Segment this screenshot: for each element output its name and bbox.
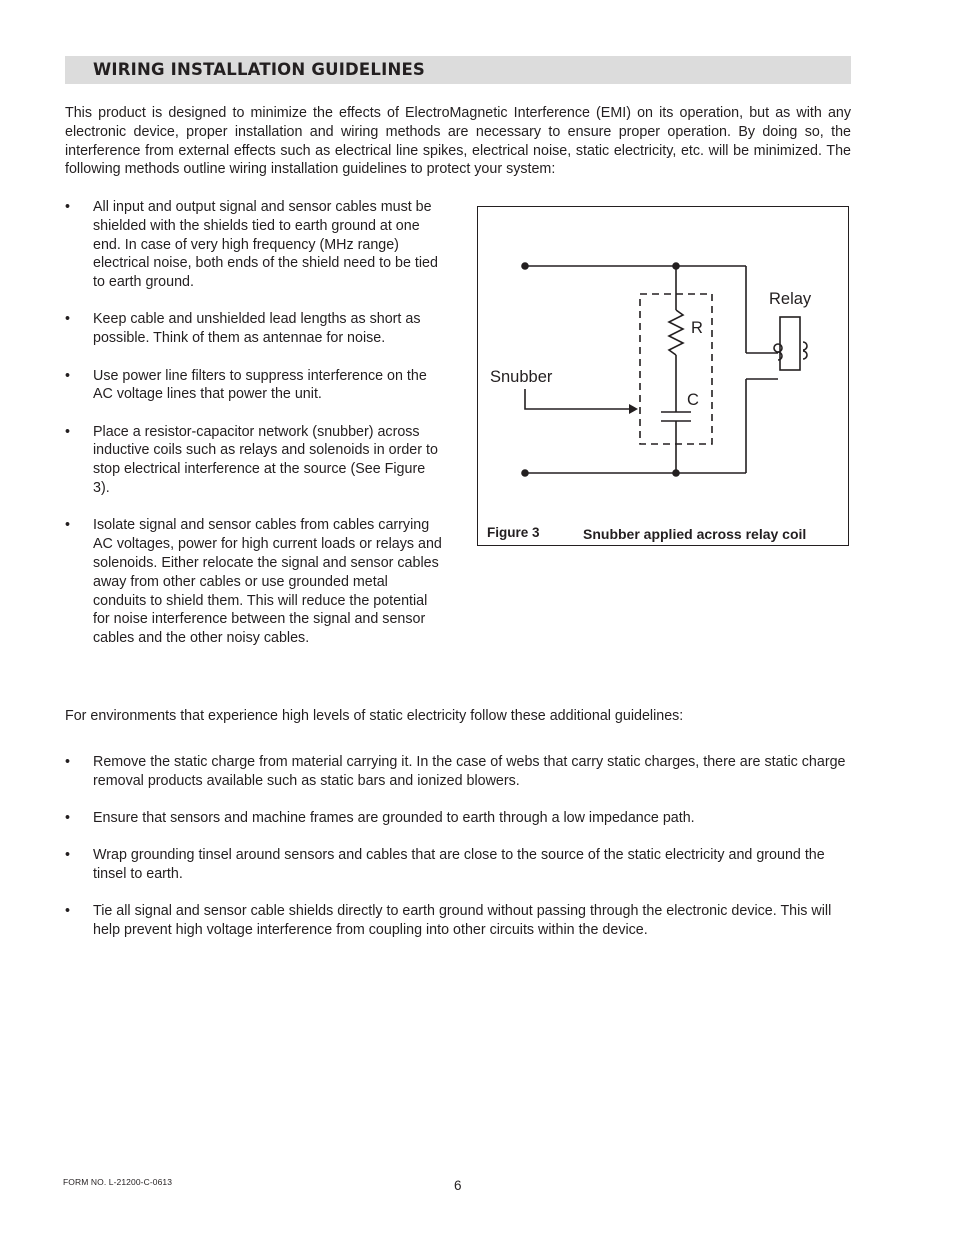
list-item-text: Wrap grounding tinsel around sensors and cables that are close to the source of the static electricity and ground the tinsel to earth. — [93, 847, 825, 883]
wiring-guidelines-list — [65, 198, 445, 666]
list-item — [65, 198, 445, 292]
terminal-bottom-dot — [521, 469, 529, 477]
bullet-icon: • — [65, 517, 71, 534]
bullet-icon: • — [65, 367, 71, 384]
static-intro-paragraph: For environments that experience high levels of static electricity follow these additional guidelines: — [65, 708, 684, 724]
figure-3 — [477, 206, 849, 546]
list-item-text: Place a resistor-capacitor network (snubber) across inductive coils such as relays and solenoids in order to stop electrical interference at the source (See Figure 3). — [93, 423, 438, 497]
list-item-text: Use power line filters to suppress interference on the AC voltage lines that power the unit. — [93, 367, 427, 403]
bullet-icon: • — [65, 847, 71, 864]
relay-icon — [780, 317, 800, 370]
list-item-text: All input and output signal and sensor cables must be shielded with the shields tied to earth ground at one end. In case of very high frequency (MHz range) electrical noise, both ends of the shield need to be tied to earth ground. — [93, 199, 438, 291]
list-item-text: Tie all signal and sensor cable shields directly to earth ground without passing through the electronic device. This will help prevent high voltage interference from coupling into other circuits within the device. — [93, 903, 832, 939]
list-item — [65, 367, 445, 405]
resistor-label: R — [691, 319, 703, 337]
list-item — [65, 516, 445, 648]
list-item — [65, 809, 851, 828]
bullet-icon: • — [65, 423, 71, 440]
relay-coil-loop-right-upper — [803, 342, 807, 350]
figure-caption: Snubber applied across relay coil — [583, 526, 807, 542]
list-item — [65, 846, 851, 884]
bullet-icon: • — [65, 311, 71, 328]
list-item-text: Ensure that sensors and machine frames are grounded to earth through a low impedance path. — [93, 810, 695, 827]
list-item — [65, 310, 445, 348]
resistor-symbol — [669, 310, 683, 355]
list-item-text: Isolate signal and sensor cables from cables carrying AC voltages, power for high current loads or relays and solenoids. Either relocate the signal and sensor cables away from other cables or use grounded metal conduits to shield them. This will reduce the potential for noise interference between the signal and sensor cables and the other noisy cables. — [93, 517, 442, 647]
form-number: FORM NO. L-21200-C-0613 — [63, 1177, 173, 1187]
snubber-label: Snubber — [490, 368, 553, 386]
bullet-icon: • — [65, 810, 71, 827]
intro-paragraph: This product is designed to minimize the effects of ElectroMagnetic Interference (EMI) on its operation, but as with any electronic device, proper installation and wiring methods are necessary to ensure proper operation. By doing so, the interference from external effects such as electrical line spikes, electrical noise, static electricity, etc. will be minimized. The following methods outline wiring installation guidelines to protect your system: — [65, 105, 851, 178]
list-item-text: Keep cable and unshielded lead lengths as short as possible. Think of them as antennae for noise. — [93, 311, 421, 347]
junction-top-dot — [672, 262, 680, 270]
relay-coil-loop-right-lower — [803, 351, 807, 359]
relay-label: Relay — [769, 290, 812, 308]
list-item — [65, 423, 445, 498]
arrow-head-icon — [629, 404, 638, 414]
figure-label: Figure 3 — [487, 525, 540, 540]
bullet-icon: • — [65, 903, 71, 920]
bullet-icon: • — [65, 199, 71, 215]
list-item-text: Remove the static charge from material carrying it. In the case of webs that carry static charges, there are static charge removal products available such as static bars and ionized blowers. — [93, 754, 846, 789]
list-item — [65, 753, 851, 791]
terminal-top-dot — [521, 262, 529, 270]
page-number: 6 — [454, 1178, 462, 1193]
section-title: WIRING INSTALLATION GUIDELINES — [93, 60, 426, 79]
static-guidelines-list — [65, 753, 851, 959]
section-header — [65, 56, 851, 84]
list-item — [65, 902, 851, 940]
capacitor-label: C — [687, 391, 699, 409]
junction-bottom-dot — [672, 469, 680, 477]
bullet-icon: • — [65, 754, 71, 770]
snubber-pointer — [525, 389, 633, 409]
